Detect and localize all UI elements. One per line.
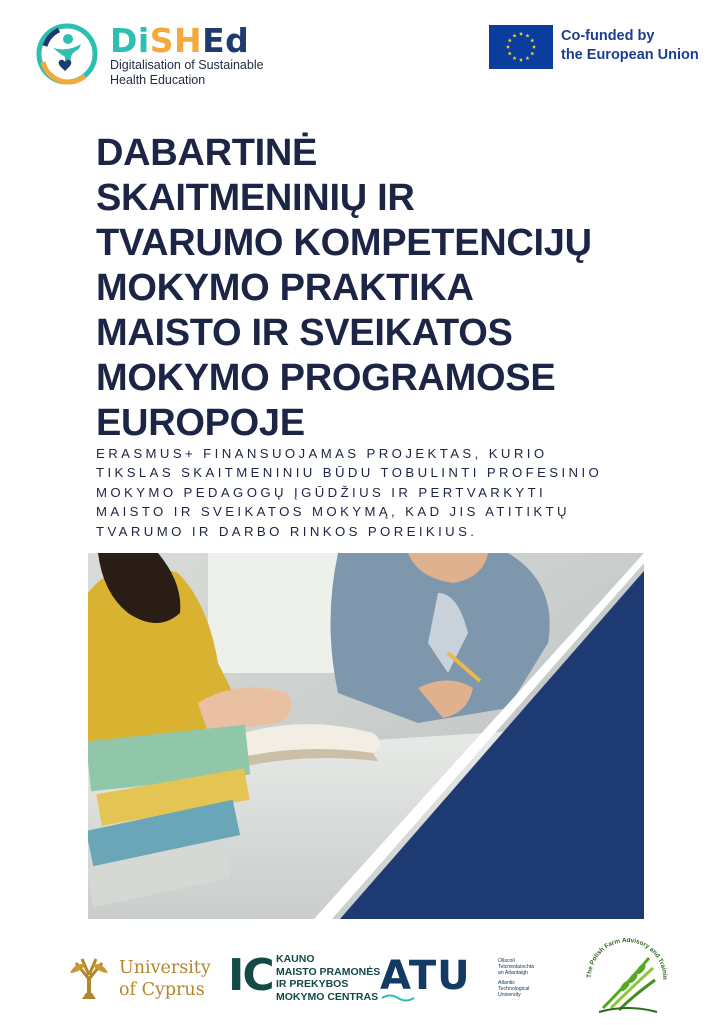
eu-star [525,34,529,38]
eu-flag-icon [489,25,553,69]
eu-star [512,34,516,38]
atu-english-name [498,980,542,998]
cover-photo [88,553,644,919]
eu-star [530,51,534,55]
eu-star [508,38,512,42]
atu-en-line1: Atlantic [498,980,516,986]
wheat-icon [585,938,669,1020]
brand-name [110,21,300,60]
eu-star [512,56,516,60]
svg-text:The Polish Farm Advisory and T [585,938,668,980]
atu-irish-name [498,958,542,976]
ucy-line1: University [119,958,211,978]
kaunas-name [276,953,386,1003]
page-subtitle: ERASMUS+ FINANSUOJAMAS PROJEKTAS, KURIO TIKSLAS SKAITMENINIU BŪDU TOBULINTI PROFESINIO MOKYMO PEDAGOGŲ ĮGŪDŽIUS IR PERTVARKYTI MAISTO IR SVEIKATOS MOKYMĄ, KAD JIS ATITIKTŲ TVARUMO IR DARBO RINKOS POREIKIUS. [96,446,603,539]
partner-polish-farm-advisory [585,938,669,1020]
partner-university-of-cyprus [66,955,236,1003]
kaunas-line1: KAUNO [276,953,315,965]
partner-kaunas-centre [228,950,381,1005]
ucy-name [119,957,211,1001]
ucy-line2: of Cyprus [119,980,205,1000]
eu-star [519,58,523,62]
ucy-tree-icon [66,955,112,1001]
atu-mark: ATU [380,953,471,999]
atu-wave-icon [380,992,486,1002]
atu-irish-line2: Teicneolaíochta [498,964,535,970]
kaunas-line3: IR PREKYBOS [276,978,349,991]
brand [110,21,300,88]
kaunas-mark: IC [228,950,273,1001]
eu-star [532,45,536,49]
eu-line2: the European Union [561,47,699,63]
kaunas-line4: MOKYMO CENTRAS [276,990,379,1003]
brand-tagline: Digitalisation of Sustainable Health Education [110,58,264,87]
eu-cofunded-text [561,27,721,65]
eu-star [506,45,510,49]
page-title: DABARTINĖ SKAITMENINIŲ IR TVARUMO KOMPETENCIJŲ MOKYMO PRAKTIKA MAISTO IR SVEIKATOS MOKYMO PROGRAMOSE EUROPOJE [96,132,592,444]
eu-star [525,56,529,60]
atu-en-line3: University [498,992,521,998]
brand-name-part3: Ed [202,21,250,60]
eu-star [519,32,523,36]
atu-irish-line1: Ollscoil [498,958,515,964]
pfa-arc-text: The Polish Farm Advisory and Trainin [585,938,669,980]
eu-star [530,38,534,42]
brand-name-part2: SH [149,21,203,60]
kaunas-line2: MAISTO PRAMONĖS [276,965,381,978]
eu-line1: Co-funded by [561,28,655,44]
atu-irish-line3: an Atlantaigh [498,970,528,976]
partner-atu [380,954,540,1004]
eu-star [508,51,512,55]
brand-name-part1: Di [110,21,150,60]
dished-logo-icon [35,22,99,86]
atu-en-line2: Technological [498,986,530,992]
